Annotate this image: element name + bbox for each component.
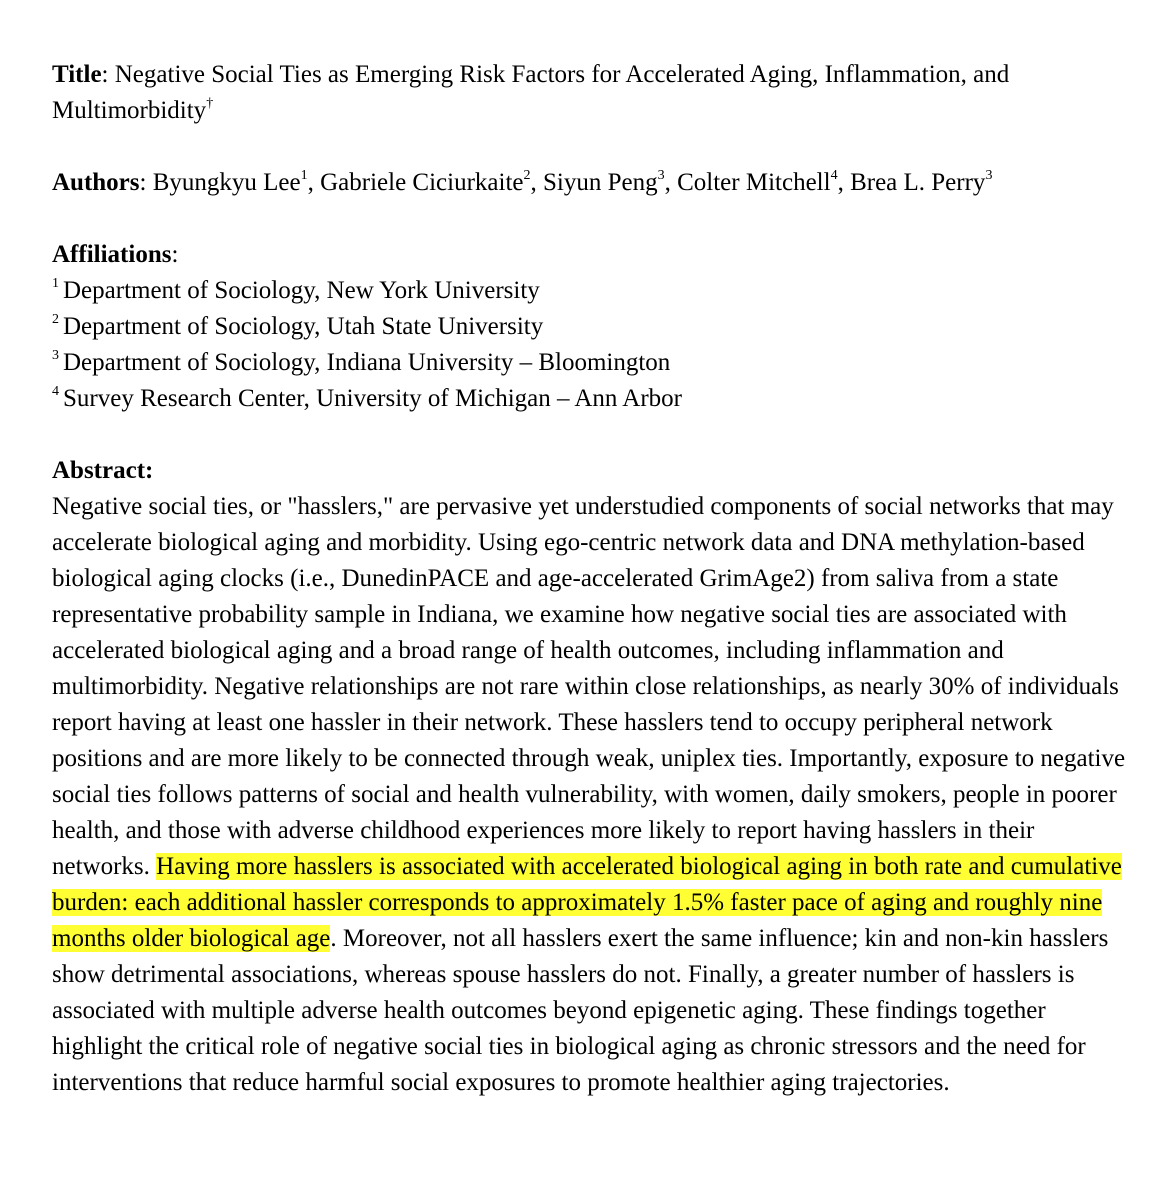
title-label: Title [52,61,102,88]
affiliation-item [52,345,1135,381]
authors-section: Authors: Byungkyu Lee$^1$, Gabriele Ciciurkaite$^2$, Siyun Peng$^3$, Colter Mitchell$^4$, Brea L. Perry$^3$ [52,167,993,196]
author-affiliation-number: 1 [300,167,308,183]
author-affiliation-number: 4 [830,167,838,183]
affiliation-number: 3 [52,347,59,363]
abstract-heading: Abstract: [52,457,154,484]
author-name: Gabriele Ciciurkaite [320,169,524,196]
author-name: Byungkyu Lee [152,169,301,196]
abstract-section [52,453,1135,1101]
authors-label: Authors [52,169,140,196]
abstract-text-after: . Moreover, not all hasslers exert the same influence; kin and non-kin hasslers show detrimental associations, whereas spouse hasslers do not. Finally, a greater number of hasslers is associated with multiple adverse health outcomes beyond epigenetic aging. These findings together highlight the critical role of negative social ties in biological aging as chronic stressors and the need for interventions that reduce harmful social exposures to promote healthier aging trajectories. [52,925,1109,1096]
affiliations-label: Affiliations [52,241,172,268]
affiliation-item [52,309,1135,345]
abstract-body [52,489,1135,1101]
affiliations-section: Affiliations: $^1$ Department of Sociology, New York University $^2$ Department of Sociology, Utah State University $^3$ Department of Sociology, Indiana University – Bloomington $^4$ Survey Research Center, University of Michigan – Ann Arbor [52,237,1135,417]
affiliation-item [52,381,1135,417]
author-affiliation-number: 2 [523,167,531,183]
affiliation-text: Survey Research Center, University of Michigan – Ann Arbor [63,385,683,412]
affiliation-text: Department of Sociology, Indiana University – Bloomington [63,349,671,376]
title-dagger: † [206,95,214,111]
affiliation-number: 2 [52,311,59,327]
title-section: Title: Negative Social Ties as Emerging Risk Factors for Accelerated Aging, Inflammation, and Multimorbidity† [52,61,1010,124]
author-name: Colter Mitchell [677,169,831,196]
affiliation-text: Department of Sociology, New York University [63,277,540,304]
affiliation-number: 4 [52,383,59,399]
affiliation-number: 1 [52,275,59,291]
abstract-highlighted-finding: Having more hasslers is associated with accelerated biological aging in both rate and cumulative burden: each additional hassler corresponds to approximately 1.5% faster pace of aging and roughly nine months older biological age [52,853,1122,952]
author-name: Siyun Peng [543,169,658,196]
author-name: Brea L. Perry [850,169,986,196]
affiliation-item [52,273,1135,309]
author-affiliation-number: 3 [985,167,993,183]
abstract-text-before: Negative social ties, or "hasslers," are pervasive yet understudied components of social networks that may accelerate biological aging and morbidity. Using ego-centric network data and DNA methylation-based biological aging clocks (i.e., DunedinPACE and age-accelerated GrimAge2) from saliva from a state representative probability sample in Indiana, we examine how negative social ties are associated with accelerated biological aging and a broad range of health outcomes, including inflammation and multimorbidity. Negative relationships are not rare within close relationships, as nearly 30% of individuals report having at least one hassler in their network. These hasslers tend to occupy peripheral network positions and are more likely to be connected through weak, uniplex ties. Importantly, exposure to negative social ties follows patterns of social and health vulnerability, with women, daily smokers, people in poorer health, and those with adverse childhood experiences more likely to report having hasslers in their networks. [52,493,1126,880]
affiliation-text: Department of Sociology, Utah State University [63,313,544,340]
paper-title: Negative Social Ties as Emerging Risk Factors for Accelerated Aging, Inflammation, and Multimorbidity [52,61,1010,124]
author-affiliation-number: 3 [657,167,665,183]
